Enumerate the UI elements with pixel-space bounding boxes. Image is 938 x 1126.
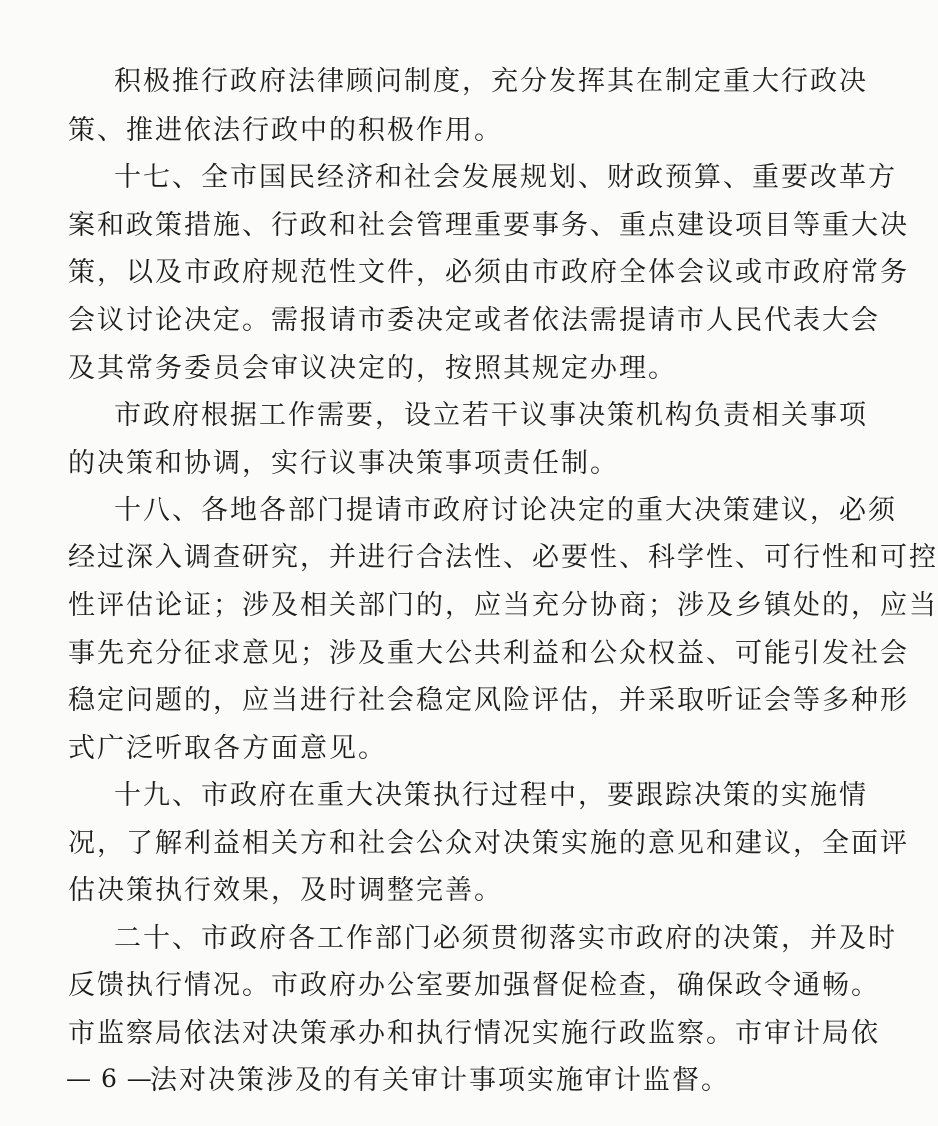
paragraph-line: 事先充分征求意见；涉及重大公共利益和公众权益、可能引发社会 xyxy=(68,638,909,669)
paragraph-line: 稳定问题的，应当进行社会稳定风险评估，并采取听证会等多种形 xyxy=(68,685,909,716)
paragraph-line: 十八、各地各部门提请市政府讨论决定的重大决策建议，必须 xyxy=(114,495,897,526)
paragraph-line: 案和政策措施、行政和社会管理重要事务、重点建设项目等重大决 xyxy=(68,210,909,241)
paragraph-line: 十九、市政府在重大决策执行过程中，要跟踪决策的实施情 xyxy=(114,780,868,811)
paragraph-line: 二十、市政府各工作部门必须贯彻落实市政府的决策，并及时 xyxy=(114,923,897,954)
paragraph-line: 经过深入调查研究，并进行合法性、必要性、科学性、可行性和可控 xyxy=(68,542,938,573)
paragraph-line: 法对决策涉及的有关审计事项实施审计监督。 xyxy=(150,1065,730,1096)
paragraph-line: 及其常务委员会审议决定的，按照其规定办理。 xyxy=(68,353,677,384)
page-number: — 6 — xyxy=(66,1064,153,1093)
paragraph-line: 市政府根据工作需要，设立若干议事决策机构负责相关事项 xyxy=(114,400,868,431)
paragraph-line: 性评估论证；涉及相关部门的，应当充分协商；涉及乡镇处的，应当 xyxy=(68,590,938,621)
paragraph-line: 反馈执行情况。市政府办公室要加强督促检查，确保政令通畅。 xyxy=(68,970,880,1001)
paragraph-line: 估决策执行效果，及时调整完善。 xyxy=(68,875,503,906)
paragraph-line: 十七、全市国民经济和社会发展规划、财政预算、重要改革方 xyxy=(114,162,897,193)
paragraph-line: 积极推行政府法律顾问制度，充分发挥其在制定重大行政决 xyxy=(114,66,868,97)
paragraph-line: 会议讨论决定。需报请市委决定或者依法需提请市人民代表大会 xyxy=(68,305,880,336)
paragraph-line: 策、推进依法行政中的积极作用。 xyxy=(68,115,503,146)
paragraph-line: 的决策和协调，实行议事决策事项责任制。 xyxy=(68,448,619,479)
paragraph-line: 策，以及市政府规范性文件，必须由市政府全体会议或市政府常务 xyxy=(68,257,909,288)
paragraph-line: 式广泛听取各方面意见。 xyxy=(68,733,387,764)
paragraph-line: 况，了解利益相关方和社会公众对决策实施的意见和建议，全面评 xyxy=(68,828,909,859)
paragraph-line: 市监察局依法对决策承办和执行情况实施行政监察。市审计局依 xyxy=(68,1018,880,1049)
